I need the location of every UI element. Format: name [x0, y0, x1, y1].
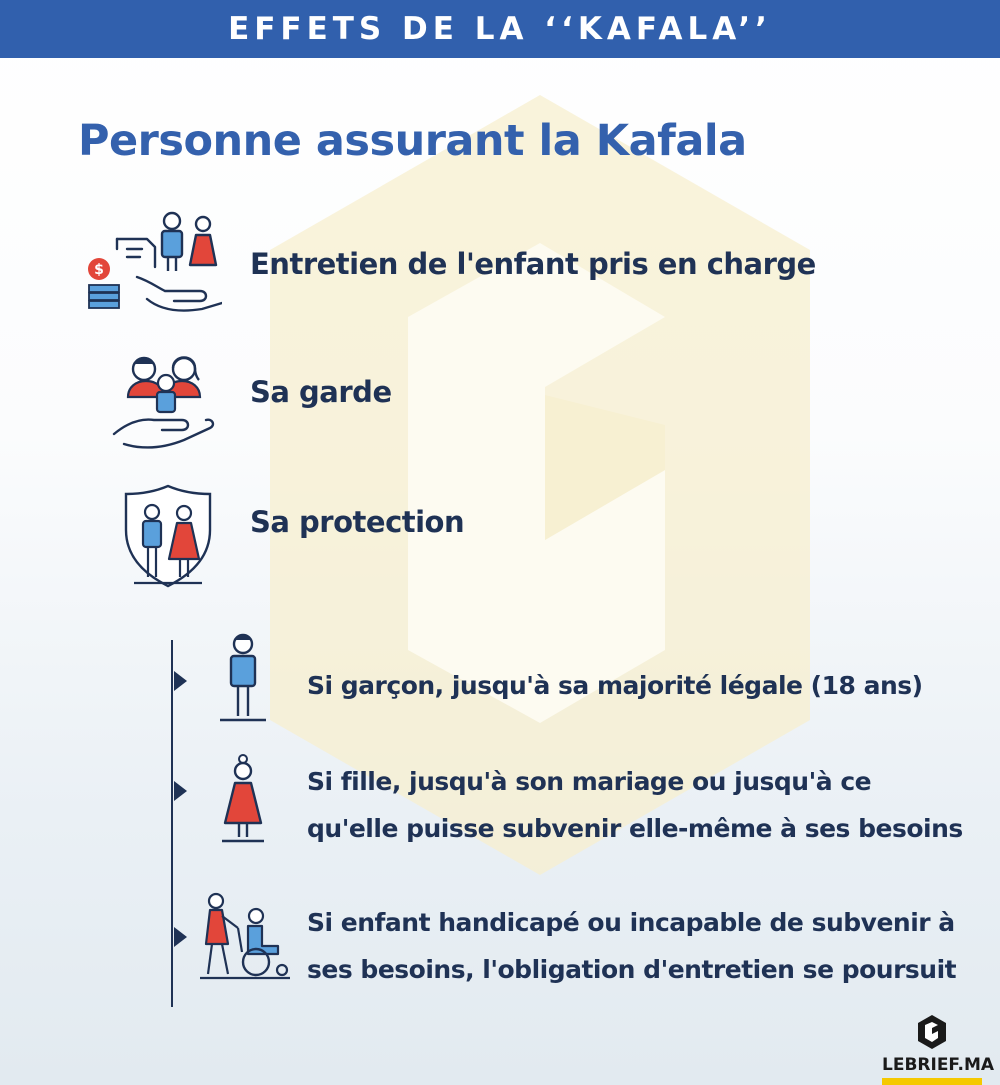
- lebrief-logo-mark-icon: [918, 1015, 946, 1049]
- conditions-timeline: [171, 640, 173, 1007]
- logo-text: LEBRIEF.MA: [882, 1055, 995, 1075]
- condition-line: Si enfant handicapé ou incapable de subvenir à: [307, 908, 955, 937]
- triangle-bullet-icon: [174, 671, 187, 691]
- header-title: EFFETS DE LA ‘‘KAFALA’’: [228, 11, 772, 47]
- condition-boy-text: [307, 662, 987, 709]
- condition-disabled-text: [307, 899, 987, 993]
- shield-children-icon: [122, 483, 214, 591]
- condition-line: qu'elle puisse subvenir elle-même à ses besoins: [307, 814, 963, 843]
- boy-icon: [218, 632, 268, 724]
- condition-girl-text: [307, 758, 987, 852]
- effect-label-garde: Sa garde: [250, 375, 392, 409]
- wheelchair-icon: [198, 890, 292, 984]
- lebrief-logo: [882, 1015, 995, 1085]
- page-title: Personne assurant la Kafala: [78, 116, 747, 166]
- svg-text:$: $: [94, 262, 104, 278]
- header-bar: [0, 0, 1000, 58]
- condition-line: Si fille, jusqu'à son mariage ou jusqu'à ce: [307, 767, 872, 796]
- triangle-bullet-icon: [174, 781, 187, 801]
- triangle-bullet-icon: [174, 927, 187, 947]
- family-care-hand-icon: [110, 352, 218, 450]
- effect-label-protection: Sa protection: [250, 505, 465, 539]
- logo-accent-bar: [882, 1078, 982, 1085]
- condition-line: ses besoins, l'obligation d'entretien se poursuit: [307, 955, 957, 984]
- girl-icon: [218, 753, 268, 845]
- condition-line: Si garçon, jusqu'à sa majorité légale (18 ans): [307, 671, 923, 700]
- effect-label-entretien: Entretien de l'enfant pris en charge: [250, 247, 816, 281]
- money-hand-family-icon: [82, 207, 222, 319]
